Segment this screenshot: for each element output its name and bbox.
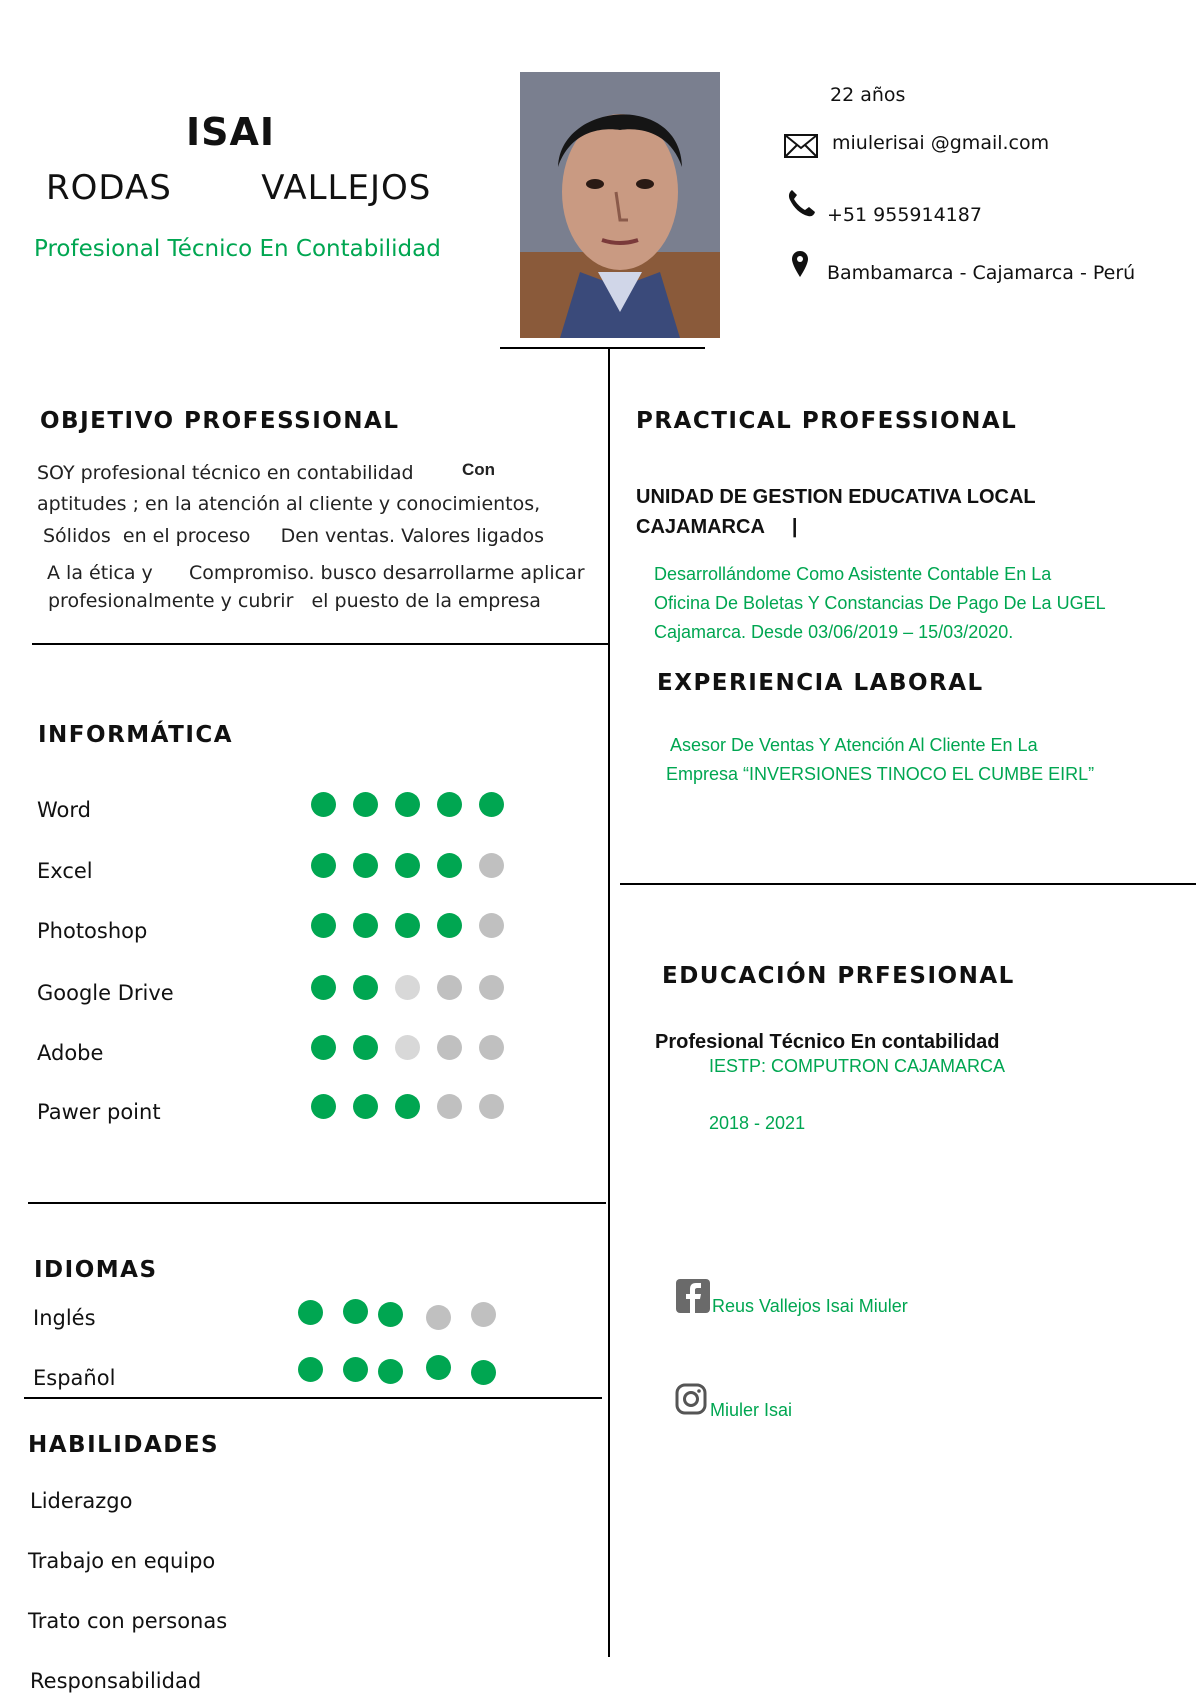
educacion-title: EDUCACIÓN PRFESIONAL	[662, 963, 1015, 989]
rating-dot	[353, 1094, 378, 1119]
rating-dot	[395, 975, 420, 1000]
location: Bambamarca - Cajamarca - Perú	[827, 262, 1136, 284]
rating-dot	[353, 913, 378, 938]
age: 22 años	[830, 84, 906, 106]
column-divider	[608, 347, 610, 1657]
rating-dot	[311, 913, 336, 938]
habilidad-item: Responsabilidad	[30, 1669, 202, 1693]
rating-dot	[343, 1299, 368, 1324]
rating-dot	[311, 853, 336, 878]
rating-dot	[471, 1360, 496, 1385]
rating-dot	[343, 1357, 368, 1382]
habilidad-item: Trabajo en equipo	[28, 1549, 216, 1573]
rating-dot	[395, 1035, 420, 1060]
rating-dot	[353, 853, 378, 878]
practical-title: PRACTICAL PROFESSIONAL	[636, 408, 1018, 434]
practical-desc: Cajamarca. Desde 03/06/2019 – 15/03/2020.	[654, 622, 1014, 642]
experiencia-title: EXPERIENCIA LABORAL	[657, 670, 984, 696]
objective-title: OBJETIVO PROFESSIONAL	[40, 408, 400, 434]
rating-label: Adobe	[37, 1041, 104, 1065]
rating-label: Español	[33, 1366, 116, 1390]
practical-desc: Desarrollándome Como Asistente Contable En La	[654, 564, 1052, 584]
facebook-icon[interactable]	[676, 1279, 710, 1317]
rating-dot	[395, 792, 420, 817]
rating-dot	[395, 913, 420, 938]
rating-dot	[479, 1094, 504, 1119]
first-name: ISAI	[186, 110, 276, 154]
rating-label: Google Drive	[37, 981, 174, 1005]
practical-org: UNIDAD DE GESTION EDUCATIVA LOCAL	[636, 486, 1036, 508]
rating-dot	[311, 1035, 336, 1060]
objective-line: Con	[462, 460, 496, 479]
experiencia-desc: Empresa “INVERSIONES TINOCO EL CUMBE EIRL”	[666, 764, 1095, 784]
rating-dot	[298, 1357, 323, 1382]
phone-icon	[786, 188, 816, 222]
informatica-title: INFORMÁTICA	[38, 722, 234, 748]
header-divider	[500, 347, 705, 349]
rating-dot	[437, 1094, 462, 1119]
rating-dot	[479, 792, 504, 817]
objective-line: A la ética y Compromiso. busco desarrollarme aplicar	[47, 562, 585, 584]
rating-dot	[395, 853, 420, 878]
rating-dot	[311, 792, 336, 817]
experiencia-desc: Asesor De Ventas Y Atención Al Cliente En La	[670, 735, 1038, 755]
rating-dot	[395, 1094, 420, 1119]
rating-label: Photoshop	[37, 919, 148, 943]
rating-dot	[479, 913, 504, 938]
rating-dot	[426, 1355, 451, 1380]
objective-line: aptitudes ; en la atención al cliente y conocimientos,	[37, 493, 541, 515]
rating-dot	[437, 792, 462, 817]
practical-desc: Oficina De Boletas Y Constancias De Pago De La UGEL	[654, 593, 1106, 613]
rating-dot	[479, 1035, 504, 1060]
rating-dot	[426, 1305, 451, 1330]
location-pin-icon	[791, 250, 809, 282]
mail-icon	[784, 134, 818, 162]
email[interactable]: miulerisai @gmail.com	[832, 132, 1050, 154]
rating-dot	[437, 1035, 462, 1060]
habilidad-item: Liderazgo	[30, 1489, 133, 1513]
phone[interactable]: +51 955914187	[827, 204, 982, 226]
rating-dot	[471, 1302, 496, 1327]
education-institution: IESTP: COMPUTRON CAJAMARCA	[709, 1056, 1006, 1076]
informatica-divider	[28, 1202, 606, 1204]
objective-divider	[32, 643, 608, 645]
rating-dot	[311, 1094, 336, 1119]
rating-dot	[311, 975, 336, 1000]
rating-dot	[437, 975, 462, 1000]
rating-dot	[437, 853, 462, 878]
rating-dot	[353, 1035, 378, 1060]
rating-dot	[298, 1300, 323, 1325]
objective-line: Sólidos en el proceso Den ventas. Valores ligados	[43, 525, 545, 547]
idiomas-divider	[24, 1397, 602, 1399]
facebook-handle[interactable]: Reus Vallejos Isai Miuler	[712, 1296, 908, 1316]
habilidad-item: Trato con personas	[28, 1609, 228, 1633]
instagram-icon[interactable]	[675, 1383, 707, 1419]
objective-line: profesionalmente y cubrir el puesto de la empresa	[48, 590, 541, 612]
rating-label: Pawer point	[37, 1100, 161, 1124]
profession-title: Profesional Técnico En Contabilidad	[34, 236, 441, 262]
practical-org-2: CAJAMARCA |	[636, 516, 798, 538]
practical-divider	[620, 883, 1196, 885]
education-years: 2018 - 2021	[709, 1113, 806, 1133]
objective-line: SOY profesional técnico en contabilidad	[37, 462, 414, 484]
rating-label: Excel	[37, 859, 93, 883]
rating-dot	[378, 1302, 403, 1327]
instagram-handle[interactable]: Miuler Isai	[710, 1400, 793, 1420]
rating-dot	[353, 975, 378, 1000]
rating-dot	[378, 1359, 403, 1384]
idiomas-title: IDIOMAS	[34, 1257, 158, 1283]
profile-photo	[520, 72, 720, 338]
rating-dot	[353, 792, 378, 817]
habilidades-title: HABILIDADES	[28, 1432, 220, 1458]
rating-dot	[479, 853, 504, 878]
last-name: RODAS VALLEJOS	[46, 168, 432, 208]
rating-dot	[479, 975, 504, 1000]
rating-dot	[437, 913, 462, 938]
rating-label: Inglés	[33, 1306, 96, 1330]
rating-label: Word	[37, 798, 91, 822]
education-degree: Profesional Técnico En contabilidad	[655, 1031, 1000, 1053]
